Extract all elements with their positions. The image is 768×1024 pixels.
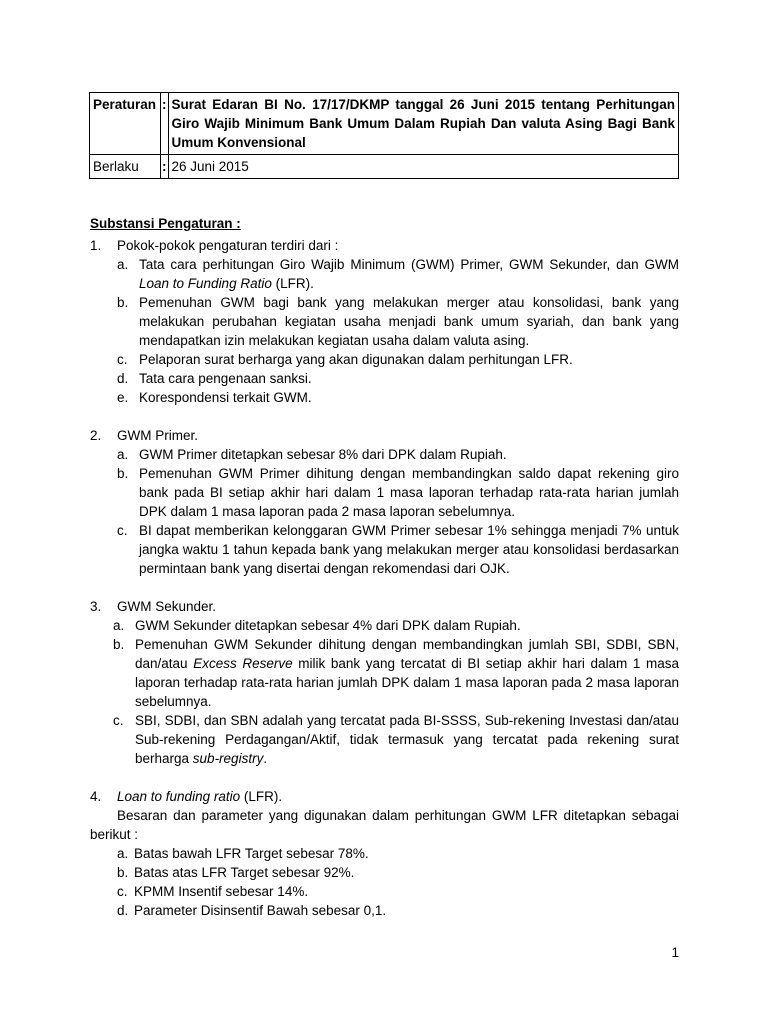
item-text: .	[263, 751, 268, 766]
item-text: Pemenuhan GWM Sekunder dihitung dengan membandingkan jumlah SBI, SDBI, SBN, dan/atau	[135, 637, 679, 671]
list-item	[139, 255, 679, 293]
list-marker: e.	[117, 390, 129, 405]
section-number: 3.	[90, 599, 102, 614]
list-item: Tata cara pengenaan sanksi.	[139, 371, 312, 386]
regulation-header-table	[89, 92, 679, 179]
list-item: GWM Primer ditetapkan sebesar 8% dari DPK dalam Rupiah.	[139, 447, 507, 462]
item-italic-text: Excess Reserve	[193, 656, 293, 671]
berlaku-value: 26 Juni 2015	[168, 155, 679, 179]
list-marker: c.	[117, 352, 128, 367]
section-number: 2.	[90, 428, 102, 443]
item-text: (LFR).	[271, 276, 314, 291]
list-marker: c.	[117, 523, 128, 538]
list-marker: d.	[117, 371, 129, 386]
item-text: SBI, SDBI, dan SBN adalah yang tercatat pada BI-SSSS, Sub-rekening Investasi dan/atau Sub-rekening Perdagangan/Aktif, tidak termasuk yang tercatat pada rekening surat berharga	[135, 713, 679, 766]
list-item: Pemenuhan GWM bagi bank yang melakukan merger atau konsolidasi, bank yang melakukan perubahan kegiatan usaha menjadi bank umum syariah, dan bank yang mendapatkan izin melakukan kegiatan usaha dalam valuta asing.	[139, 295, 679, 348]
peraturan-value: Surat Edaran BI No. 17/17/DKMP tanggal 26 Juni 2015 tentang Perhitungan Giro Wajib Minimum Bank Umum Dalam Rupiah Dan valuta Asing Bagi Bank Umum Konvensional	[168, 93, 679, 155]
list-item: Pelaporan surat berharga yang akan digunakan dalam perhitungan LFR.	[139, 352, 573, 367]
list-item: Pemenuhan GWM Primer dihitung dengan membandingkan saldo dapat rekening giro bank pada BI setiap akhir hari dalam 1 masa laporan terhadap rata-rata harian jumlah DPK dalam 1 masa laporan pada 2 masa laporan sebelumnya.	[139, 466, 679, 519]
section-intro: Besaran dan parameter yang digunakan dalam perhitungan GWM LFR ditetapkan sebagai berikut :	[90, 808, 679, 842]
list-item: BI dapat memberikan kelonggaran GWM Primer sebesar 1% sehingga menjadi 7% untuk jangka waktu 1 tahun kepada bank yang melakukan merger atau konsolidasi berdasarkan permintaan bank yang disertai dengan rekomendasi dari OJK.	[139, 523, 679, 576]
list-item: KPMM Insentif sebesar 14%.	[134, 884, 309, 899]
list-item: GWM Sekunder ditetapkan sebesar 4% dari DPK dalam Rupiah.	[135, 618, 521, 633]
section-number: 4.	[90, 789, 102, 804]
section-title: GWM Primer.	[117, 428, 198, 443]
list-item	[135, 635, 679, 711]
item-italic-text: sub-registry	[192, 751, 264, 766]
peraturan-label: Peraturan	[90, 93, 161, 155]
berlaku-label: Berlaku	[90, 155, 161, 179]
substansi-heading: Substansi Pengaturan :	[90, 216, 241, 231]
list-item: Batas bawah LFR Target sebesar 78%.	[134, 846, 369, 861]
item-text: Tata cara perhitungan Giro Wajib Minimum (GWM) Primer, GWM Sekunder, dan GWM	[139, 257, 679, 272]
peraturan-row	[90, 93, 679, 155]
list-item: Batas atas LFR Target sebesar 92%.	[134, 865, 355, 880]
list-marker: a.	[113, 618, 125, 633]
list-marker: a.	[117, 257, 129, 272]
list-marker: c.	[113, 713, 124, 728]
list-marker: a.	[117, 846, 129, 861]
colon: :	[161, 93, 169, 155]
section-title: Pokok-pokok pengaturan terdiri dari :	[117, 238, 339, 253]
section-number: 1.	[90, 238, 102, 253]
item-italic-text: Loan to Funding Ratio	[139, 276, 272, 291]
list-marker: a.	[117, 447, 129, 462]
section-title-text: (LFR).	[240, 789, 283, 804]
section-title: GWM Sekunder.	[117, 599, 217, 614]
list-item: Korespondensi terkait GWM.	[139, 390, 312, 405]
colon: :	[161, 155, 169, 179]
section-title-italic: Loan to funding ratio	[117, 789, 241, 804]
list-marker: c.	[117, 884, 128, 899]
list-marker: d.	[117, 903, 129, 918]
list-item: Parameter Disinsentif Bawah sebesar 0,1.	[134, 903, 387, 918]
list-marker: b.	[117, 466, 129, 481]
page-number: 1	[671, 945, 679, 960]
list-marker: b.	[117, 865, 129, 880]
list-marker: b.	[117, 295, 129, 310]
list-item	[135, 711, 679, 768]
berlaku-row	[90, 155, 679, 179]
item-text: milik bank yang tercatat di BI setiap akhir hari dalam 1 masa laporan terhadap rata-rata harian jumlah DPK dalam 1 masa laporan pada 2 masa laporan sebelumnya.	[135, 656, 679, 709]
section-title	[117, 787, 282, 806]
list-marker: b.	[113, 637, 125, 652]
